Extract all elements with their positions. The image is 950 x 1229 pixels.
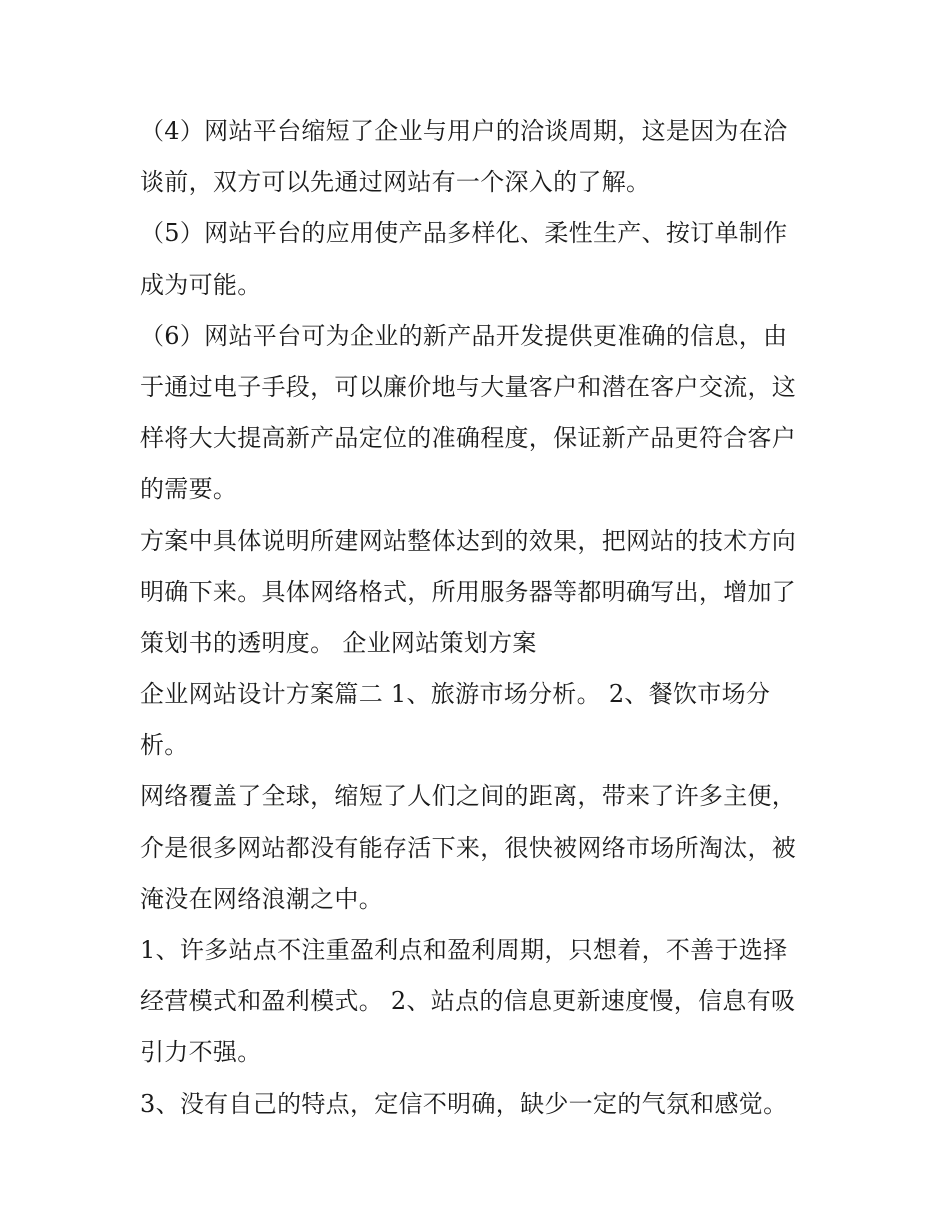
text-line: 企业网站设计方案篇二 1、旅游市场分析。 2、餐饮市场分 [140,680,771,709]
text-line: 3、没有自己的特点，定信不明确，缺少一定的气氛和感觉。 [140,1089,788,1118]
text-line: 样将大大提高新产品定位的准确程度，保证新产品更符合客户 [140,424,797,453]
text-line: （6）网站平台可为企业的新产品开发提供更准确的信息，由 [140,321,788,350]
text-line: 明确下来。具体网络格式，所用服务器等都明确写出，增加了 [140,577,797,606]
text-line: 1、许多站点不注重盈利点和盈利周期，只想着，不善于选择 [140,936,788,964]
document-body [140,106,820,1130]
text-line: 淹没在网络浪潮之中。 [140,884,383,913]
text-line: 引力不强。 [140,1038,262,1067]
text-line: 介是很多网站都没有能存活下来，很快被网络市场所淘汰，被 [140,833,797,862]
text-line: （4）网站平台缩短了企业与用户的洽谈周期，这是因为在洽 [140,117,788,145]
text-line: 析。 [140,731,189,760]
text-line: 成为可能。 [140,270,262,299]
text-line: 方案中具体说明所建网站整体达到的效果，把网站的技术方向 [140,526,797,555]
text-line: （5）网站平台的应用使产品多样化、柔性生产、按订单制作 [140,219,788,248]
text-line: 策划书的透明度。 企业网站策划方案 [140,628,537,657]
text-line: 经营模式和盈利模式。 2、站点的信息更新速度慢，信息有吸 [140,987,796,1016]
text-line: 网络覆盖了全球，缩短了人们之间的距离，带来了许多主便， [140,782,797,811]
text-line: 谈前，双方可以先通过网站有一个深入的了解。 [140,168,651,197]
text-line: 的需要。 [140,475,238,504]
text-line: 于通过电子手段，可以廉价地与大量客户和潜在客户交流，这 [140,372,797,401]
